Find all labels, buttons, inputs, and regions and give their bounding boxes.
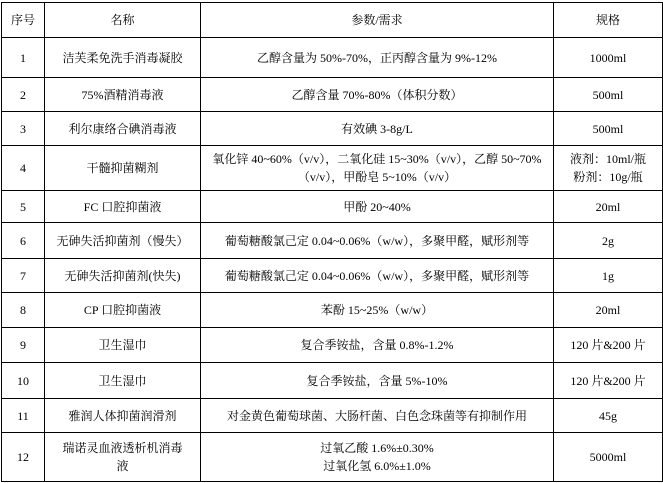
table-row (2, 363, 663, 399)
cell-line: 1000ml (589, 50, 627, 65)
header-index: 序号 (2, 3, 45, 38)
cell-line: 2g (602, 233, 614, 248)
cell-line: 10 (17, 373, 29, 388)
table-cell-name (45, 399, 201, 433)
table-cell-name (45, 223, 201, 259)
table-cell-params (201, 399, 554, 433)
cell-line: 卫生湿巾 (98, 373, 147, 388)
cell-line: 2 (20, 87, 26, 102)
table-cell-params (201, 112, 554, 146)
table-cell-index (2, 259, 45, 293)
cell-line: 复合季铵盐，含量 0.8%-1.2% (300, 338, 454, 352)
cell-line: 1 (20, 50, 26, 65)
cell-line: 过氧化氢 6.0%±1.0% (323, 459, 431, 473)
cell-line: 75%酒精消毒液 (81, 87, 164, 102)
table-cell-spec (554, 293, 663, 328)
table-cell-params (201, 363, 554, 399)
table-cell-params (201, 259, 554, 293)
table-cell-params (201, 78, 554, 112)
table-row (2, 259, 663, 293)
cell-line: 20ml (595, 199, 621, 214)
cell-line: 复合季铵盐，含量 5%-10% (306, 373, 448, 388)
cell-line: 6 (20, 233, 26, 248)
table-cell-spec (554, 363, 663, 399)
table-cell-index (2, 363, 45, 399)
table-cell-index (2, 38, 45, 78)
table-cell-index (2, 399, 45, 433)
cell-line: 120 片&200 片 (570, 338, 646, 352)
table-cell-spec (554, 399, 663, 433)
table-header-row (2, 3, 663, 38)
table-cell-spec (554, 112, 663, 146)
table-cell-params (201, 146, 554, 191)
cell-line: 有效碘 3-8g/L (341, 121, 413, 136)
table-cell-index (2, 433, 45, 482)
table-cell-spec (554, 78, 663, 112)
table-cell-params (201, 191, 554, 223)
table-cell-spec (554, 38, 663, 78)
cell-line: 粉剂：10g/瓶 (573, 170, 643, 184)
table-cell-name (45, 38, 201, 78)
header-params: 参数/需求 (201, 3, 554, 38)
table-row (2, 112, 663, 146)
table-cell-name (45, 363, 201, 399)
table-cell-spec (554, 191, 663, 223)
cell-line: 45g (599, 408, 617, 423)
cell-line: 3 (20, 121, 26, 136)
table-cell-index (2, 223, 45, 259)
cell-line: 500ml (592, 121, 624, 136)
table-cell-index (2, 191, 45, 223)
cell-line: 干髓抑菌糊剂 (86, 161, 159, 175)
table-cell-params (201, 328, 554, 363)
cell-line: 氧化锌 40~60%（v/v），二氧化硅 15~30%（v/v），乙醇 50~70% (212, 152, 542, 166)
table-cell-spec (554, 223, 663, 259)
cell-line: 雅润人体抑菌润滑剂 (68, 408, 177, 423)
table-cell-params (201, 38, 554, 78)
table-cell-index (2, 78, 45, 112)
cell-line: 液剂：10ml/瓶 (569, 152, 646, 166)
cell-line: 卫生湿巾 (98, 338, 147, 352)
table-cell-name (45, 146, 201, 191)
cell-line: 洁芙柔免洗手消毒凝胶 (62, 50, 183, 65)
cell-line: 瑞诺灵血液透析机消毒 (62, 441, 183, 455)
table-body (2, 38, 663, 482)
header-name: 名称 (45, 3, 201, 38)
table-cell-name (45, 78, 201, 112)
table-row (2, 38, 663, 78)
table-row (2, 146, 663, 191)
cell-line: 葡萄糖酸氯己定 0.04~0.06%（w/w），多聚甲醛，赋形剂等 (224, 268, 530, 283)
header-spec: 规格 (554, 3, 663, 38)
cell-line: 120 片&200 片 (570, 373, 646, 388)
cell-line: 1g (602, 268, 614, 283)
cell-line: 利尔康络合碘消毒液 (68, 121, 177, 136)
table-row (2, 223, 663, 259)
cell-line: 无砷失活抑菌剂(快失) (64, 268, 181, 283)
table-cell-index (2, 112, 45, 146)
cell-line: 500ml (592, 87, 624, 102)
table-cell-index (2, 146, 45, 191)
table-row (2, 328, 663, 363)
table-cell-params (201, 433, 554, 482)
table-header (2, 3, 663, 38)
table-cell-name (45, 433, 201, 482)
table-cell-spec (554, 328, 663, 363)
cell-line: FC 口腔抑菌液 (83, 199, 162, 214)
table-cell-params (201, 293, 554, 328)
cell-line: （v/v），甲酚皂 5~10%（v/v） (297, 170, 457, 184)
table-cell-name (45, 328, 201, 363)
table-cell-spec (554, 146, 663, 191)
table-cell-index (2, 328, 45, 363)
cell-line: 9 (20, 338, 26, 352)
cell-line: 7 (20, 268, 26, 283)
disinfectant-table (1, 2, 663, 482)
cell-line: 4 (20, 161, 26, 175)
cell-line: 苯酚 15~25%（w/w） (320, 303, 434, 317)
table-row (2, 399, 663, 433)
cell-line: 甲酚 20~40% (343, 199, 411, 214)
table-cell-spec (554, 259, 663, 293)
table-cell-name (45, 191, 201, 223)
cell-line: 5000ml (589, 450, 627, 464)
table-cell-name (45, 293, 201, 328)
cell-line: 乙醇含量 70%-80%（体积分数） (291, 87, 463, 102)
table-row (2, 191, 663, 223)
table-cell-name (45, 259, 201, 293)
table-cell-params (201, 223, 554, 259)
cell-line: 11 (17, 408, 29, 423)
cell-line: 20ml (595, 303, 621, 317)
cell-line: 5 (20, 199, 26, 214)
cell-line: 过氧乙酸 1.6%±0.30% (320, 441, 434, 455)
cell-line: 无砷失活抑菌剂（慢失） (56, 233, 189, 248)
table-cell-name (45, 112, 201, 146)
cell-line: 葡萄糖酸氯己定 0.04~0.06%（w/w），多聚甲醛，赋形剂等 (224, 233, 530, 248)
table-row (2, 78, 663, 112)
cell-line: 对金黄色葡萄球菌、大肠杆菌、白色念珠菌等有抑制作用 (226, 408, 527, 423)
cell-line: 12 (17, 450, 29, 464)
table-row (2, 293, 663, 328)
table-cell-index (2, 293, 45, 328)
table-row (2, 433, 663, 482)
cell-line: 乙醇含量为 50%-70%，正丙醇含量为 9%-12% (257, 50, 497, 65)
table-cell-spec (554, 433, 663, 482)
cell-line: 液 (116, 459, 129, 473)
cell-line: 8 (20, 303, 26, 317)
cell-line: CP 口腔抑菌液 (83, 303, 162, 317)
